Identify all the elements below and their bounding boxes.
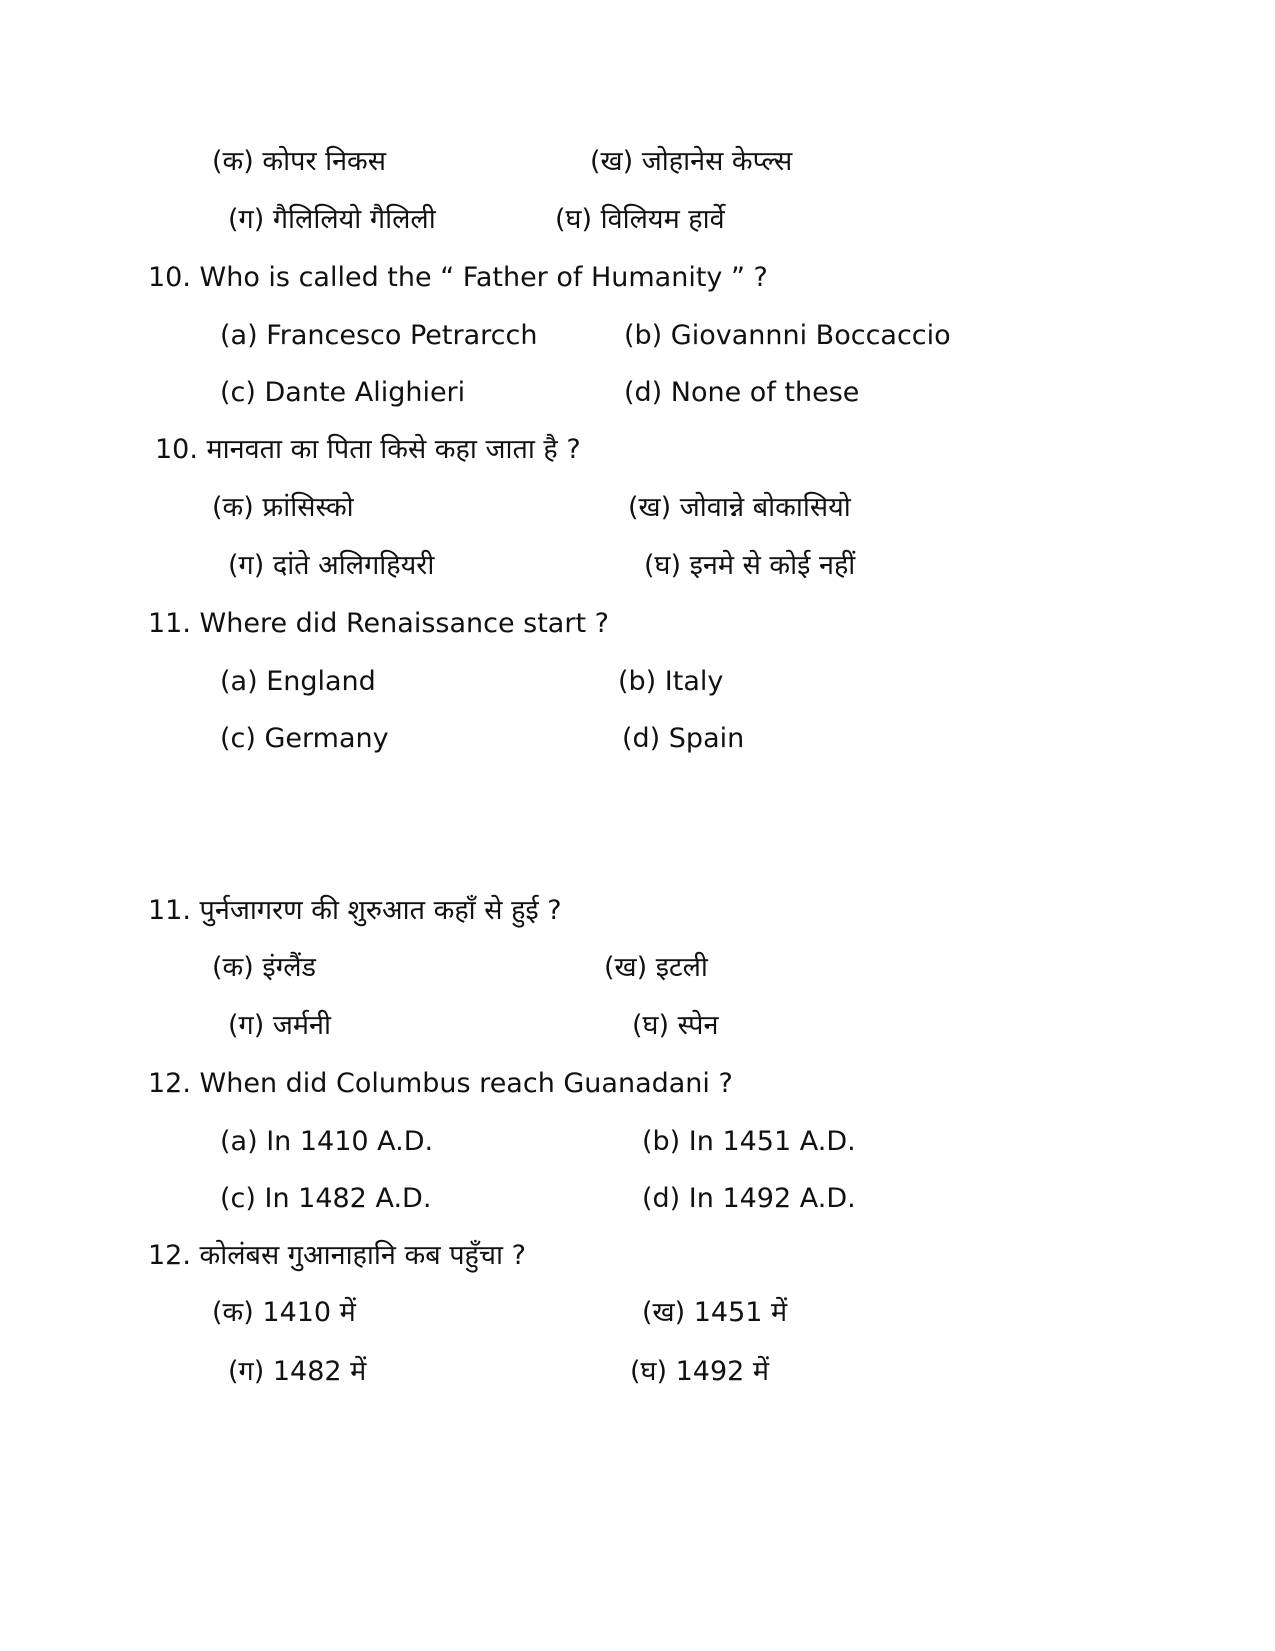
q11-hi-option-c: (ग) जर्मनी — [228, 1010, 332, 1041]
q11-en-option-d: (d) Spain — [622, 723, 745, 754]
q9-hi-option-d: (घ) विलियम हार्वे — [555, 204, 725, 235]
q11-en-option-c: (c) Germany — [220, 723, 389, 754]
q12-hi-option-c: (ग) 1482 में — [228, 1356, 367, 1387]
q10-en-question: 10. Who is called the “ Father of Humanity ” ? — [148, 262, 768, 293]
q12-en-option-a: (a) In 1410 A.D. — [220, 1126, 434, 1157]
q11-en-option-b: (b) Italy — [618, 666, 724, 697]
q12-en-question: 12. When did Columbus reach Guanadani ? — [148, 1068, 733, 1099]
q12-en-option-b: (b) In 1451 A.D. — [642, 1126, 856, 1157]
q10-en-option-d: (d) None of these — [624, 377, 860, 408]
q12-en-option-c: (c) In 1482 A.D. — [220, 1183, 432, 1214]
q12-hi-question: 12. कोलंबस गुआनाहानि कब पहुँचा ? — [148, 1240, 526, 1271]
q11-hi-option-a: (क) इंग्लैंड — [212, 952, 316, 983]
q10-hi-option-b: (ख) जोवान्ने बोकासियो — [628, 492, 851, 523]
q10-en-option-a: (a) Francesco Petrarcch — [220, 320, 538, 351]
q11-hi-option-b: (ख) इटली — [604, 952, 708, 983]
q10-hi-question: 10. मानवता का पिता किसे कहा जाता है ? — [155, 434, 581, 465]
q9-hi-option-c: (ग) गैलिलियो गैलिली — [228, 204, 436, 235]
q9-hi-option-b: (ख) जोहानेस केप्ल्स — [590, 146, 793, 177]
q11-hi-option-d: (घ) स्पेन — [632, 1010, 719, 1041]
q10-hi-option-c: (ग) दांते अलिगहियरी — [228, 550, 435, 581]
q12-hi-option-b: (ख) 1451 में — [642, 1297, 788, 1328]
q9-hi-option-a: (क) कोपर निकस — [212, 146, 387, 177]
q10-en-option-c: (c) Dante Alighieri — [220, 377, 466, 408]
q10-hi-option-d: (घ) इनमे से कोई नहीं — [644, 550, 856, 581]
q12-hi-option-a: (क) 1410 में — [212, 1297, 356, 1328]
q11-en-option-a: (a) England — [220, 666, 376, 697]
q11-hi-question: 11. पुर्नजागरण की शुरुआत कहाँ से हुई ? — [148, 895, 562, 926]
q10-en-option-b: (b) Giovannni Boccaccio — [624, 320, 951, 351]
q12-en-option-d: (d) In 1492 A.D. — [642, 1183, 856, 1214]
q11-en-question: 11. Where did Renaissance start ? — [148, 608, 609, 639]
q10-hi-option-a: (क) फ्रांसिस्को — [212, 492, 354, 523]
q12-hi-option-d: (घ) 1492 में — [630, 1356, 770, 1387]
